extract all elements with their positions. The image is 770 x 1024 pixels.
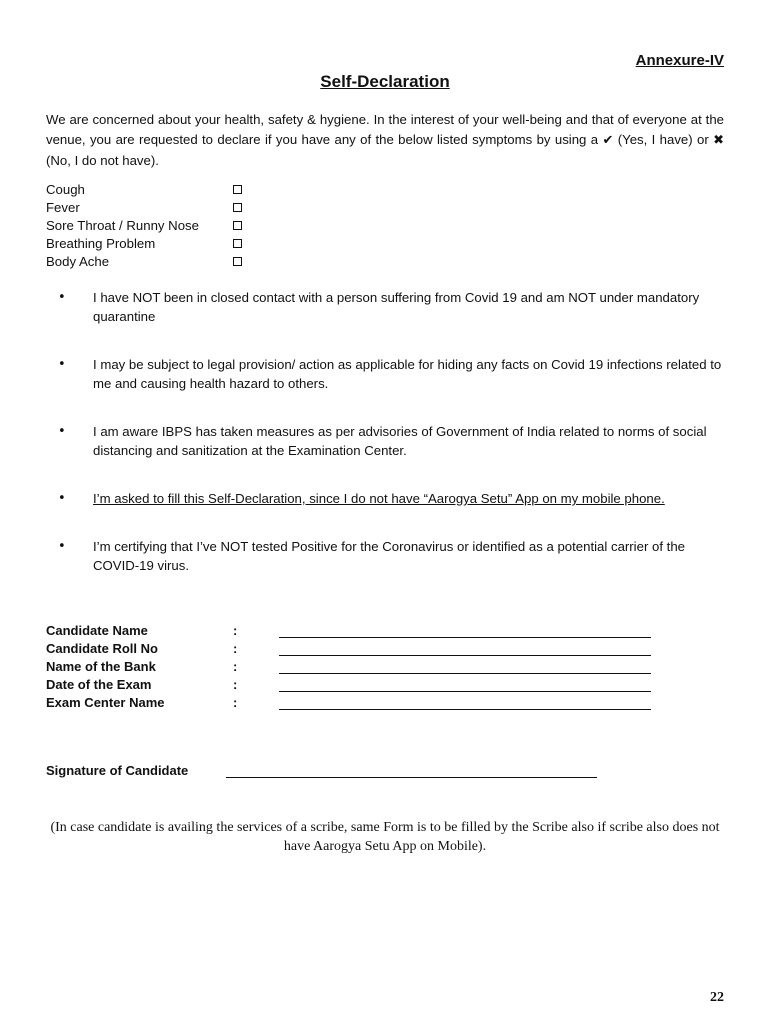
field-colon: : [233,623,238,638]
statement-item [46,288,724,326]
intro-text-middle: (Yes, I have) or [613,132,714,147]
scribe-note: (In case candidate is availing the services of a scribe, same Form is to be filled by the Scribe also if scribe also does not have Aarogya Setu App on Mobile). [50,820,720,854]
page-number: 22 [710,990,724,1005]
signature-row [46,763,597,778]
signature-line[interactable] [226,765,597,778]
field-label: Candidate Roll No [46,641,158,656]
symptom-label: Body Ache [46,253,110,269]
symptom-checkbox[interactable] [233,185,242,194]
symptom-label: Breathing Problem [46,235,156,251]
bullet-icon: • [58,290,66,305]
field-label: Exam Center Name [46,695,165,710]
field-colon: : [233,659,238,674]
statement-text: I may be subject to legal provision/ action as applicable for hiding any facts on Covid 19 infections related to me and causing health hazard to others. [93,357,722,391]
annexure-label: Annexure-IV [635,52,724,69]
field-exam-center [46,692,666,710]
statement-item [46,537,724,575]
candidate-details [46,620,666,710]
symptom-label: Sore Throat / Runny Nose [46,217,199,233]
symptom-row-cough [46,180,242,198]
field-bank-name [46,656,666,674]
statement-item [46,489,724,508]
page-title: Self-Declaration [320,72,450,91]
symptom-row-breathing [46,234,242,252]
symptom-row-body-ache [46,252,242,270]
exam-date-line[interactable] [279,679,651,692]
symptom-checkbox[interactable] [233,203,242,212]
candidate-name-line[interactable] [279,625,651,638]
check-icon: ✔ [602,133,614,148]
bullet-icon: • [58,491,66,506]
field-colon: : [233,641,238,656]
field-label: Date of the Exam [46,677,152,692]
intro-paragraph [46,110,724,171]
symptom-checkbox[interactable] [233,221,242,230]
statement-text: I’m asked to fill this Self-Declaration, since I do not have “Aarogya Setu” App on my mobile phone. [93,491,665,506]
intro-text-before: We are concerned about your health, safety & hygiene. In the interest of your well-being and that of everyone at the venue, you are requested to declare if you have any of the below listed symptoms by using a [46,112,724,147]
symptom-label: Fever [46,199,80,215]
symptom-row-sore-throat [46,216,242,234]
signature-label: Signature of Candidate [46,763,189,778]
symptom-label: Cough [46,181,85,197]
statement-item [46,422,724,460]
field-roll-no [46,638,666,656]
intro-text-after: (No, I do not have). [46,153,159,168]
bullet-icon: • [58,357,66,372]
statement-text: I have NOT been in closed contact with a person suffering from Covid 19 and am NOT under mandatory quarantine [93,290,700,324]
roll-no-line[interactable] [279,643,651,656]
field-candidate-name [46,620,666,638]
symptom-checklist [46,180,242,270]
cross-icon: ✖ [713,133,725,148]
exam-center-line[interactable] [279,697,651,710]
statement-text: I’m certifying that I’ve NOT tested Positive for the Coronavirus or identified as a potential carrier of the COVID-19 virus. [93,539,686,573]
bullet-icon: • [58,539,66,554]
bullet-icon: • [58,424,66,439]
field-colon: : [233,677,238,692]
field-label: Name of the Bank [46,659,156,674]
symptom-row-fever [46,198,242,216]
declaration-statements [46,288,724,575]
field-label: Candidate Name [46,623,148,638]
statement-text: I am aware IBPS has taken measures as per advisories of Government of India related to norms of social distancing and sanitization at the Examination Center. [93,424,707,458]
symptom-checkbox[interactable] [233,257,242,266]
field-exam-date [46,674,666,692]
bank-name-line[interactable] [279,661,651,674]
statement-item [46,355,724,393]
field-colon: : [233,695,238,710]
symptom-checkbox[interactable] [233,239,242,248]
